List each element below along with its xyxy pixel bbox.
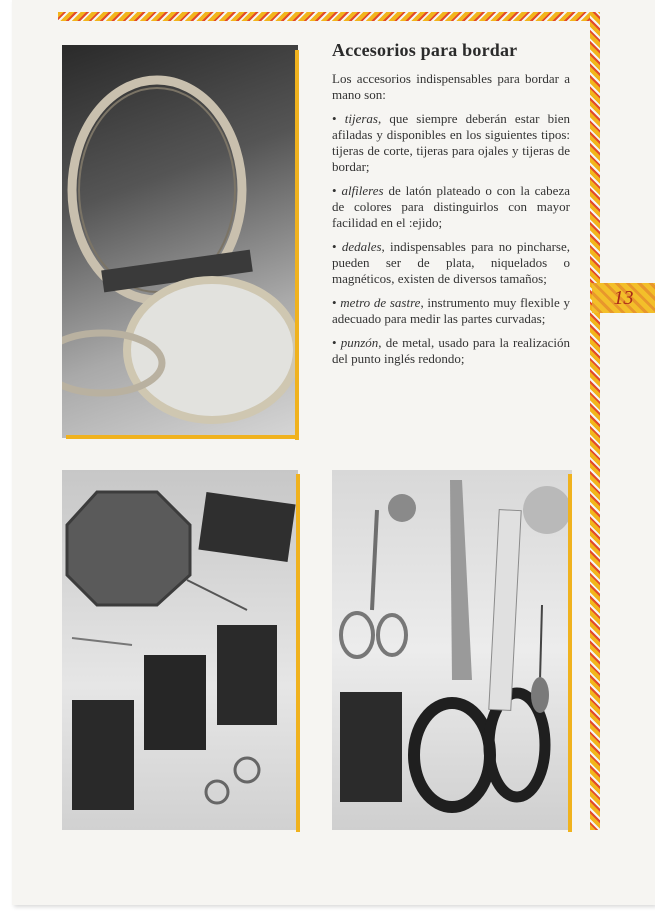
- list-item: [332, 239, 570, 287]
- photo-pins-needles: [62, 470, 298, 830]
- bullet: •: [332, 295, 337, 310]
- photo-embroidery-hoops: [62, 45, 298, 438]
- item-term: tijeras: [344, 111, 378, 126]
- photo-frame-stripe: [295, 50, 299, 440]
- article-intro: Los accesorios indispensables para bordar a mano son:: [332, 71, 570, 102]
- item-text: , que siempre deberán estar bien afiladas y disponibles en los siguientes tipos: tijeras de corte, tijeras para ojales y tijeras de bordar;: [332, 111, 571, 174]
- bullet: •: [332, 111, 337, 126]
- photo-frame-stripe: [568, 474, 572, 832]
- decorative-border-right: [590, 12, 600, 830]
- list-item: [332, 183, 570, 231]
- page-number: 13: [613, 286, 634, 309]
- photo-frame-stripe: [66, 435, 299, 439]
- item-term: alfileres: [341, 183, 384, 198]
- item-term: punzón: [340, 335, 379, 350]
- article-text: [332, 40, 570, 375]
- decorative-border-top: [58, 12, 594, 21]
- item-text: , instrumento muy flexible y adecuado para medir las partes curvadas;: [332, 295, 571, 326]
- item-text: , indispensables para no pincharse, pueden ser de plata, niquelados o magnéticos, existen de diversos tamaños;: [332, 239, 570, 286]
- list-item: [332, 295, 570, 327]
- list-item: [332, 111, 570, 175]
- item-term: metro de sastre: [340, 295, 421, 310]
- page-number-tab: [592, 283, 655, 313]
- photo-frame-stripe: [296, 474, 300, 832]
- list-item: [332, 335, 570, 367]
- item-text: de latón plateado o con la cabeza de colores para distinguirlos con mayor facilidad en el :ejido;: [332, 183, 570, 230]
- bullet: •: [332, 239, 337, 254]
- article-title: Accesorios para bordar: [332, 40, 518, 60]
- item-text: , de metal, usado para la realización del punto inglés redondo;: [332, 335, 571, 366]
- item-term: dedales: [341, 239, 382, 254]
- bullet: •: [332, 183, 337, 198]
- bullet: •: [332, 335, 337, 350]
- photo-scissors-tools: [332, 470, 572, 830]
